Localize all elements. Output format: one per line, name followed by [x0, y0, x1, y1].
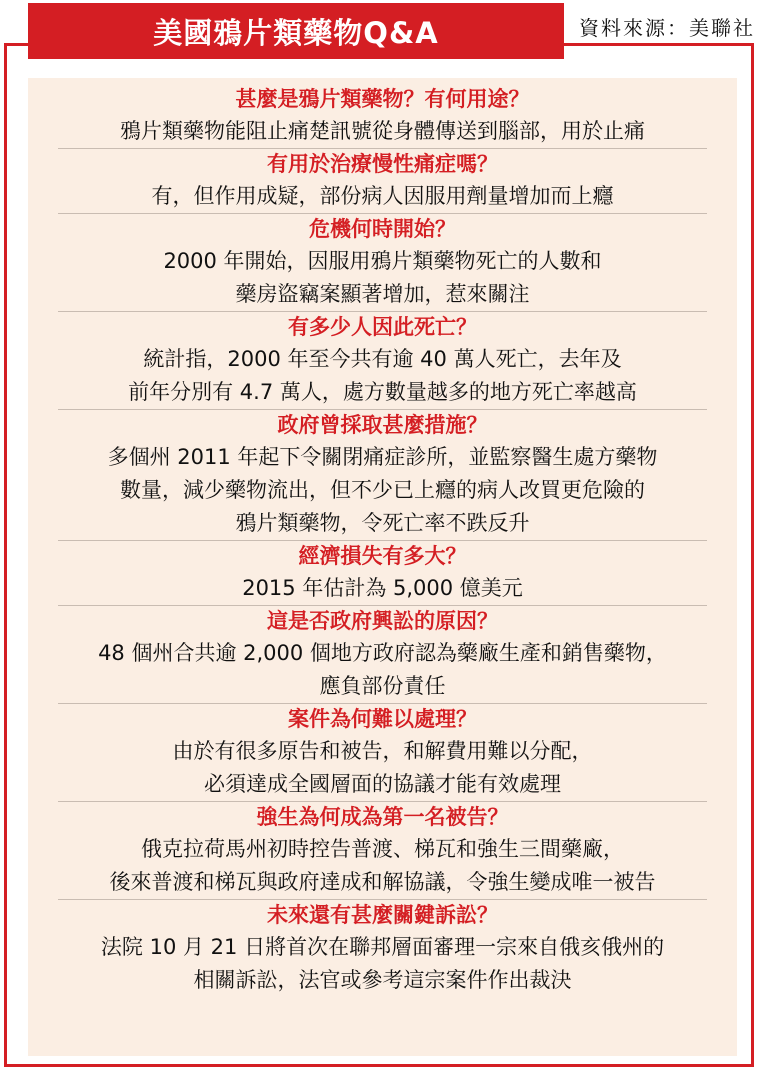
qa-item	[58, 541, 707, 606]
answer	[58, 833, 707, 899]
qa-item	[58, 704, 707, 802]
answer-line: 由於有很多原告和被告，和解費用難以分配，	[172, 739, 593, 763]
question: 強生為何成為第一名被告？	[256, 805, 509, 829]
answer-line: 前年分別有 4.7 萬人，處方數量越多的地方死亡率越高	[128, 380, 637, 404]
answer-line: 俄克拉荷馬州初時控告普渡、梯瓦和強生三間藥廠，	[141, 837, 624, 861]
qa-item	[58, 84, 707, 149]
answer-line: 必須達成全國層面的協議才能有效處理	[204, 772, 561, 796]
answer-line: 鴉片類藥物，令死亡率不跌反升	[235, 511, 530, 535]
source-credit: 資料來源：美聯社	[571, 10, 755, 42]
answer-line: 後來普渡和梯瓦與政府達成和解協議，令強生變成唯一被告	[109, 870, 656, 894]
question: 政府曾採取甚麼措施？	[277, 413, 488, 437]
answer-line: 相關訴訟，法官或參考這宗案件作出裁決	[193, 968, 572, 992]
qa-item	[58, 149, 707, 214]
question: 甚麼是鴉片類藥物？有何用途？	[235, 87, 530, 111]
page-title: 美國鴉片類藥物Q&A	[28, 3, 564, 59]
answer-line: 應負部份責任	[319, 674, 446, 698]
question: 經濟損失有多大？	[298, 544, 467, 568]
question: 這是否政府興訟的原因？	[267, 609, 498, 633]
answer-line: 48 個州合共逾 2,000 個地方政府認為藥廠生產和銷售藥物，	[98, 641, 667, 665]
answer	[58, 180, 707, 213]
question: 案件為何難以處理？	[288, 707, 477, 731]
answer	[58, 572, 707, 605]
qa-item	[58, 214, 707, 312]
qa-item	[58, 410, 707, 541]
qa-item	[58, 802, 707, 900]
answer	[58, 115, 707, 148]
answer	[58, 931, 707, 997]
question: 有多少人因此死亡？	[288, 315, 477, 339]
question: 未來還有甚麼關鍵訴訟？	[267, 903, 498, 927]
answer-line: 藥房盜竊案顯著增加，惹來關注	[235, 282, 530, 306]
answer-line: 2015 年估計為 5,000 億美元	[242, 576, 523, 600]
answer-line: 2000 年開始，因服用鴉片類藥物死亡的人數和	[163, 249, 602, 273]
qa-panel	[28, 78, 737, 1056]
question: 有用於治療慢性痛症嗎？	[267, 152, 498, 176]
qa-item	[58, 312, 707, 410]
answer	[58, 441, 707, 540]
answer-line: 法院 10 月 21 日將首次在聯邦層面審理一宗來自俄亥俄州的	[100, 935, 665, 959]
answer	[58, 637, 707, 703]
qa-item	[58, 900, 707, 997]
answer	[58, 343, 707, 409]
answer-line: 多個州 2011 年起下令關閉痛症診所，並監察醫生處方藥物	[107, 445, 658, 469]
answer-line: 數量，減少藥物流出，但不少已上癮的病人改買更危險的	[120, 478, 645, 502]
answer-line: 有，但作用成疑，部份病人因服用劑量增加而上癮	[151, 184, 614, 208]
answer	[58, 245, 707, 311]
answer-line: 鴉片類藥物能阻止痛楚訊號從身體傳送到腦部，用於止痛	[120, 119, 645, 143]
question: 危機何時開始？	[309, 217, 456, 241]
answer	[58, 735, 707, 801]
answer-line: 統計指，2000 年至今共有逾 40 萬人死亡，去年及	[143, 347, 622, 371]
qa-item	[58, 606, 707, 704]
